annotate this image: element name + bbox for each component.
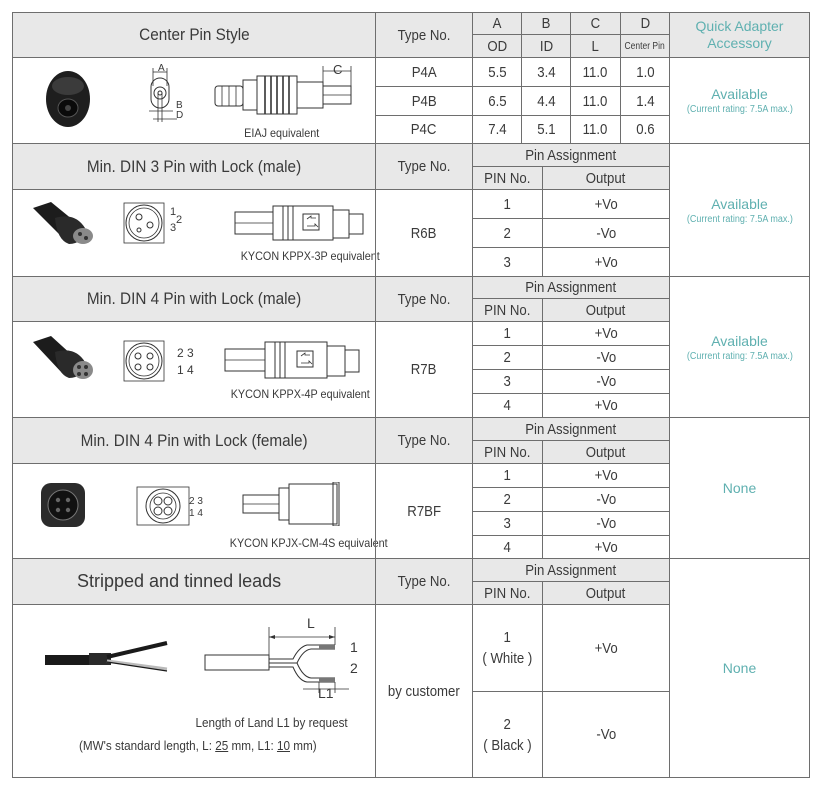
pin-label: 2 xyxy=(176,214,183,226)
output-cell xyxy=(542,535,670,559)
type-no-label: Type No. xyxy=(397,158,451,175)
center-pin-illustration-cell xyxy=(12,57,376,144)
type-value: by customer xyxy=(388,682,460,700)
pin-no-cell xyxy=(472,345,543,370)
output-value: -Vo xyxy=(596,515,616,532)
accessory-status: Available xyxy=(711,332,768,349)
pin-assignment-header xyxy=(472,276,670,299)
dim-value: 1.4 xyxy=(635,92,655,110)
accessory-cell xyxy=(669,57,810,144)
output-value: +Vo xyxy=(594,195,618,213)
din4-male-side-diagram-icon xyxy=(223,338,363,382)
dim-value: 3.4 xyxy=(536,63,556,81)
din4-female-socket-photo-icon xyxy=(40,482,86,528)
leads-caption-line2 xyxy=(79,738,317,753)
col-d-header xyxy=(620,12,670,35)
col-b-sub xyxy=(521,34,571,58)
accessory-note: (Current rating: 7.5A max.) xyxy=(686,104,793,115)
kycon-caption: KYCON KPPX-4P equivalent xyxy=(230,387,370,401)
accessory-cell xyxy=(669,143,810,277)
center-pin-style-header xyxy=(12,12,376,58)
pin-no: 3 xyxy=(503,373,512,390)
din4m-illustration-cell xyxy=(12,321,376,418)
output-value: +Vo xyxy=(594,325,618,342)
output-header xyxy=(542,166,670,190)
dim-value: 11.0 xyxy=(583,63,608,81)
section-header xyxy=(12,417,376,464)
pin-no-cell xyxy=(472,218,543,248)
col-sub: OD xyxy=(487,37,507,55)
dim-cell xyxy=(570,57,621,87)
section-title: Min. DIN 4 Pin with Lock (male) xyxy=(86,289,302,308)
output-label: Output xyxy=(586,584,626,602)
output-label: Output xyxy=(586,301,626,319)
dim-value: 5.5 xyxy=(487,63,507,81)
dc-plug-photo-icon xyxy=(43,68,93,130)
pin-assignment-label: Pin Assignment xyxy=(525,420,617,438)
output-cell xyxy=(542,691,670,778)
type-cell xyxy=(375,321,473,418)
pin-label: 2 3 xyxy=(189,496,203,507)
dim-label-l1: L1 xyxy=(318,685,334,701)
dim-cell xyxy=(620,115,670,144)
dim-cell xyxy=(521,86,571,116)
wire-label-2: 2 xyxy=(350,660,358,676)
pin-label: 3 xyxy=(170,222,177,234)
caption-text: (MW's standard length, L: xyxy=(79,738,216,753)
output-value: -Vo xyxy=(596,349,616,366)
pin-no-cell xyxy=(472,604,543,692)
pin-no-cell xyxy=(472,487,543,512)
caption-text: mm, L1: xyxy=(228,738,277,753)
dim-cell xyxy=(521,57,571,87)
output-cell xyxy=(542,218,670,248)
col-b-header xyxy=(521,12,571,35)
col-letter: C xyxy=(590,15,601,32)
col-d-sub xyxy=(620,34,670,58)
din4-female-pinout-diagram-icon xyxy=(136,486,192,526)
type-no-header xyxy=(375,417,473,464)
section-header xyxy=(12,558,376,605)
pin-no-header xyxy=(472,581,543,605)
kycon-caption: KYCON KPPX-3P equivalent xyxy=(240,249,380,263)
col-sub: Center Pin xyxy=(624,40,666,52)
dim-value: 1.0 xyxy=(635,63,655,81)
output-cell xyxy=(542,189,670,219)
col-sub: ID xyxy=(539,37,553,55)
output-value: -Vo xyxy=(596,224,616,242)
plug-front-diagram-icon xyxy=(141,66,191,128)
pin-no-cell xyxy=(472,321,543,346)
eiaj-caption: EIAJ equivalent xyxy=(244,126,320,140)
pin-no: 1 xyxy=(503,325,512,342)
accessory-cell xyxy=(669,276,810,418)
col-a-sub xyxy=(472,34,522,58)
section-title: Stripped and tinned leads xyxy=(77,571,282,591)
type-no-header xyxy=(375,558,473,605)
output-cell xyxy=(542,511,670,536)
dim-cell xyxy=(570,115,621,144)
standard-length-l: 25 xyxy=(215,738,229,753)
pin-assignment-label: Pin Assignment xyxy=(525,146,617,164)
dim-label-d: D xyxy=(176,110,184,121)
section-title: Center Pin Style xyxy=(138,25,250,44)
dim-value: 6.5 xyxy=(487,92,507,110)
din4f-illustration-cell xyxy=(12,463,388,559)
pin-no-header xyxy=(472,298,543,322)
section-title: Min. DIN 3 Pin with Lock (male) xyxy=(86,156,302,176)
dim-cell xyxy=(620,57,670,87)
type-cell xyxy=(375,86,473,116)
dim-value: 5.1 xyxy=(536,121,556,138)
pin-no-label: PIN No. xyxy=(484,584,531,602)
output-value: -Vo xyxy=(596,726,616,743)
pin-no-cell xyxy=(472,511,543,536)
type-no-label: Type No. xyxy=(397,432,451,449)
pin-no-label: PIN No. xyxy=(484,301,531,319)
accessory-status: None xyxy=(722,480,757,496)
pin-no: 2 xyxy=(503,491,512,508)
output-cell xyxy=(542,604,670,692)
stripped-cable-photo-icon xyxy=(45,641,171,675)
output-cell xyxy=(542,463,670,488)
din4-female-side-diagram-icon xyxy=(241,482,351,526)
pin-assignment-label: Pin Assignment xyxy=(525,279,617,296)
kycon-caption: KYCON KPJX-CM-4S equivalent xyxy=(229,536,388,550)
din3-illustration-cell xyxy=(12,189,380,277)
type-no-label: Type No. xyxy=(397,573,451,590)
output-cell xyxy=(542,247,670,277)
wire-label-1: 1 xyxy=(350,639,358,655)
col-c-sub xyxy=(570,34,621,58)
pin-no-cell xyxy=(472,369,543,394)
pin-assignment-header xyxy=(472,558,670,582)
col-letter: B xyxy=(541,15,551,32)
standard-length-l1: 10 xyxy=(276,738,291,753)
output-cell xyxy=(542,321,670,346)
leads-illustration-cell xyxy=(12,604,376,778)
accessory-note: (Current rating: 7.5A max.) xyxy=(686,350,793,362)
output-value: +Vo xyxy=(594,467,618,484)
type-cell xyxy=(375,604,473,778)
type-value: R7B xyxy=(411,361,437,378)
pin-label: 1 4 xyxy=(189,508,203,519)
pin-label: 1 xyxy=(170,206,177,218)
output-value: -Vo xyxy=(596,491,616,508)
pin-no: 4 xyxy=(503,397,512,414)
pin-assignment-header xyxy=(472,143,670,167)
type-value: P4C xyxy=(411,121,437,138)
col-letter: A xyxy=(492,15,502,32)
pin-no-label: PIN No. xyxy=(484,443,531,461)
type-cell xyxy=(375,115,473,144)
type-cell xyxy=(375,463,473,559)
pin-no-cell xyxy=(472,247,543,277)
din3-pinout-diagram-icon xyxy=(123,202,168,246)
pin-assignment-header xyxy=(472,417,670,441)
pin-label: 2 3 xyxy=(177,346,194,360)
dim-cell xyxy=(472,57,522,87)
output-header xyxy=(542,440,670,464)
dim-value: 11.0 xyxy=(583,121,608,138)
accessory-cell xyxy=(669,417,810,559)
pin-no-cell xyxy=(472,691,543,778)
output-cell xyxy=(542,393,670,418)
output-value: +Vo xyxy=(594,253,618,271)
dim-label-c: C xyxy=(333,62,343,77)
din3-side-diagram-icon xyxy=(233,202,368,244)
pin-no: 2 xyxy=(503,224,512,242)
type-no-header xyxy=(375,12,473,58)
type-cell xyxy=(375,57,473,87)
type-no-label: Type No. xyxy=(397,290,451,308)
type-value: R6B xyxy=(411,224,437,242)
output-header xyxy=(542,298,670,322)
pin-no-cell xyxy=(472,393,543,418)
col-letter: D xyxy=(640,15,650,32)
pin-no-label: PIN No. xyxy=(484,169,531,187)
pin-no-cell xyxy=(472,189,543,219)
dim-cell xyxy=(521,115,571,144)
section-title: Min. DIN 4 Pin with Lock (female) xyxy=(80,430,308,450)
output-value: +Vo xyxy=(594,397,618,414)
dim-label-l: L xyxy=(307,615,315,631)
dim-cell xyxy=(620,86,670,116)
type-cell xyxy=(375,189,473,277)
caption-text: mm) xyxy=(290,738,317,753)
output-cell xyxy=(542,345,670,370)
type-no-label: Type No. xyxy=(397,26,451,44)
dim-value: 11.0 xyxy=(583,92,608,110)
dim-cell xyxy=(570,86,621,116)
pin-no-header xyxy=(472,440,543,464)
col-c-header xyxy=(570,12,621,35)
pin-no-header xyxy=(472,166,543,190)
output-value: +Vo xyxy=(594,538,618,556)
accessory-status: Available xyxy=(711,86,768,102)
type-no-header xyxy=(375,276,473,322)
din3-plug-photo-icon xyxy=(33,200,98,250)
pin-label: 1 4 xyxy=(177,363,194,377)
dim-value: 4.4 xyxy=(536,92,556,110)
output-value: -Vo xyxy=(596,373,616,390)
output-label: Output xyxy=(586,443,626,461)
dim-cell xyxy=(472,86,522,116)
col-sub: L xyxy=(591,37,600,55)
output-cell xyxy=(542,487,670,512)
col-a-header xyxy=(472,12,522,35)
dim-value: 0.6 xyxy=(635,121,655,138)
pin-no: 1 xyxy=(503,467,512,484)
accessory-status: None xyxy=(722,660,757,676)
accessory-note: (Current rating: 7.5A max.) xyxy=(686,213,793,225)
output-value: +Vo xyxy=(594,639,618,657)
dim-cell xyxy=(472,115,522,144)
type-value: P4B xyxy=(411,92,437,110)
accessory-cell xyxy=(669,558,810,778)
pin-no: 3 xyxy=(503,515,512,532)
section-header xyxy=(12,143,376,190)
quick-adapter-label: Quick Adapter Accessory xyxy=(695,18,784,51)
type-value: R7BF xyxy=(407,502,441,520)
wire-color: ( White ) xyxy=(482,650,533,667)
stripped-leads-diagram-icon xyxy=(203,625,363,697)
leads-caption-line1: Length of Land L1 by request xyxy=(195,715,348,730)
pin-no-cell xyxy=(472,535,543,559)
dim-value: 7.4 xyxy=(487,121,507,138)
pin-no-cell xyxy=(472,463,543,488)
output-cell xyxy=(542,369,670,394)
output-label: Output xyxy=(586,169,626,187)
pin-no: 1 xyxy=(503,195,512,213)
pin-no: 2 xyxy=(503,349,512,366)
pin-no: 2 xyxy=(503,715,512,733)
section-header xyxy=(12,276,376,322)
pin-assignment-label: Pin Assignment xyxy=(525,561,617,579)
din4-male-pinout-diagram-icon xyxy=(123,340,168,384)
wire-color: ( Black ) xyxy=(483,736,532,754)
din4-male-plug-photo-icon xyxy=(33,336,98,386)
pin-no: 4 xyxy=(503,538,512,556)
pin-no: 1 xyxy=(503,629,512,646)
type-value: P4A xyxy=(411,63,437,81)
type-no-header xyxy=(375,143,473,190)
pin-no: 3 xyxy=(503,253,512,271)
accessory-status: Available xyxy=(711,195,768,212)
quick-adapter-header xyxy=(669,12,810,58)
dim-label-b: B xyxy=(176,100,183,111)
output-header xyxy=(542,581,670,605)
dim-label-a: A xyxy=(158,63,165,74)
